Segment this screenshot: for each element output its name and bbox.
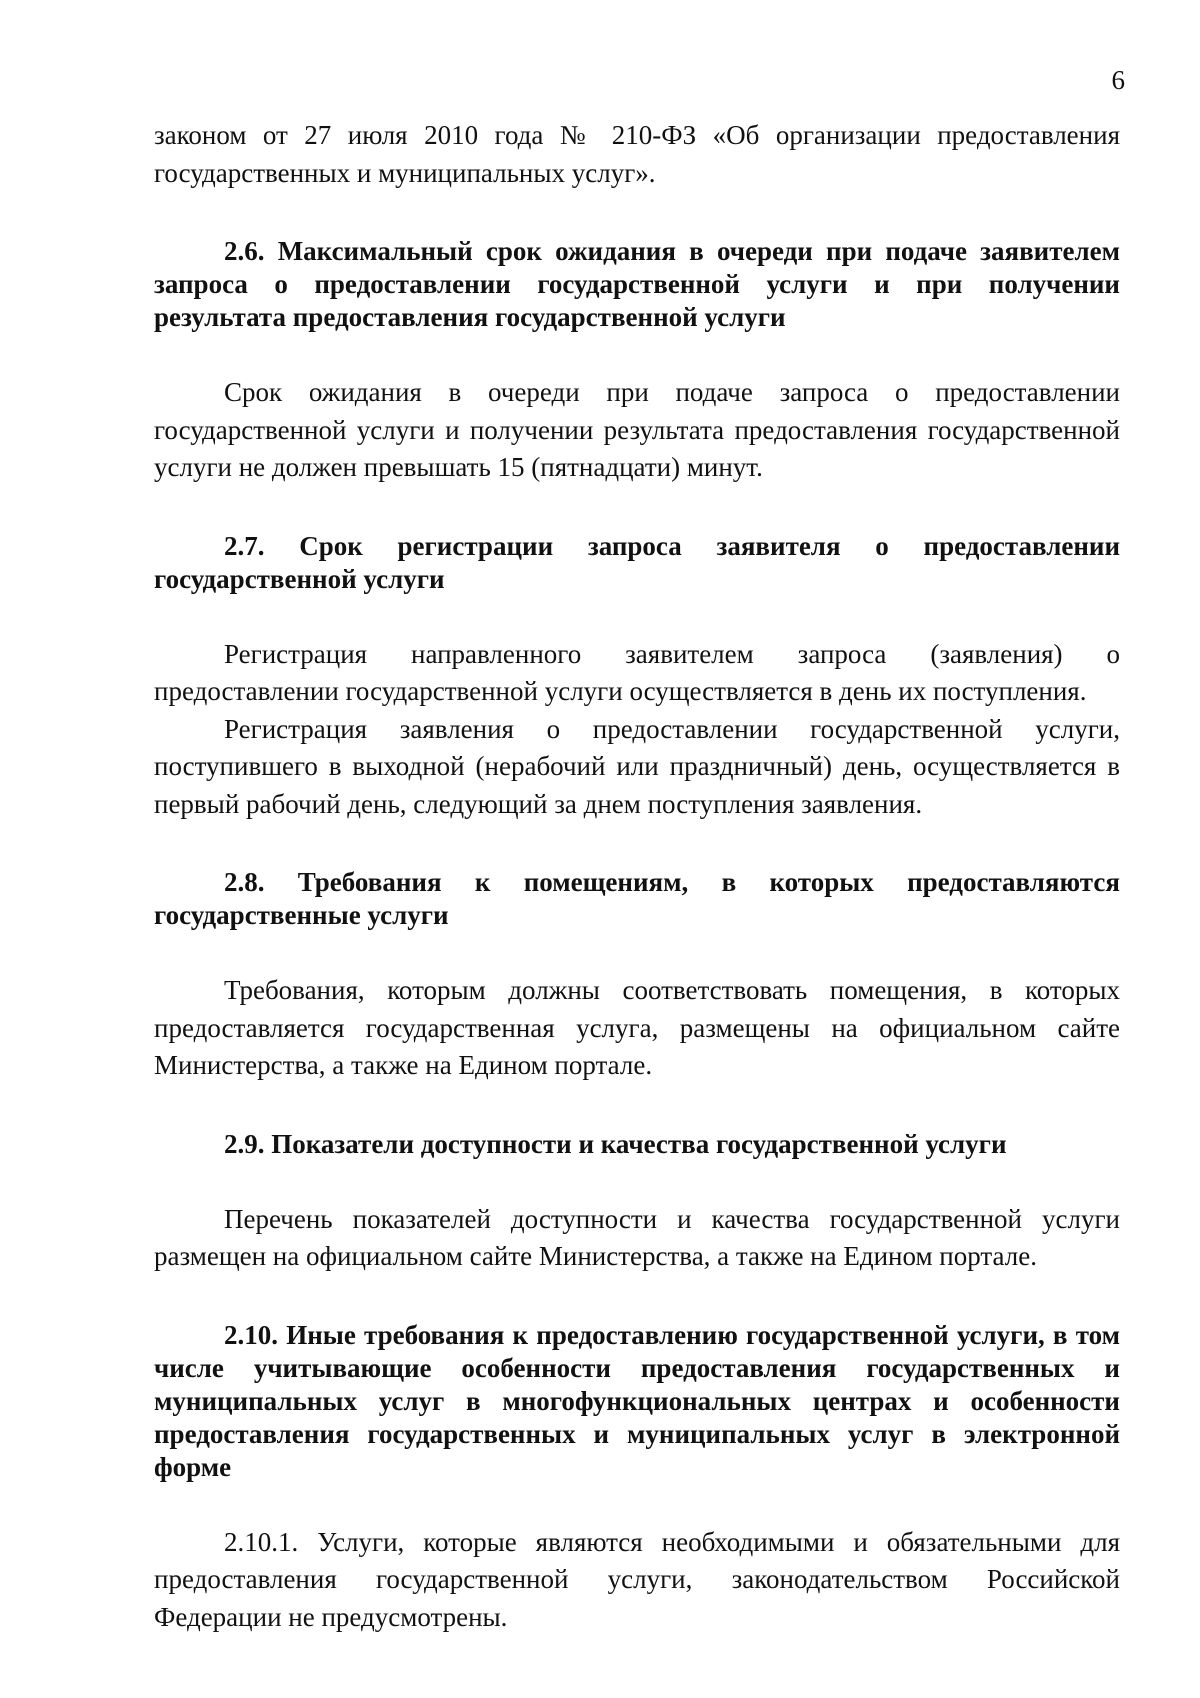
intro-paragraph: законом от 27 июля 2010 года № 210-ФЗ «Об организации предоставления государственных и муниципальных услуг».: [154, 120, 1120, 188]
document-body: [154, 117, 1120, 1636]
section-heading-2-6: 2.6. Максимальный срок ожидания в очереди при подаче заявителем запроса о предоставлении государственной услуги и при получении результата предоставления государственной услуги: [154, 236, 1120, 332]
section-2-6-paragraph: Срок ожидания в очереди при подаче запроса о предоставлении государственной услуги и получении результата предоставления государственной услуги не должен превышать 15 (пятнадцати) минут.: [154, 377, 1120, 482]
section-2-8-paragraph: Требования, которым должны соответствовать помещения, в которых предоставляется государственная услуга, размещены на официальном сайте Министерства, а также на Едином портале.: [154, 975, 1120, 1080]
page-number: 6: [1111, 65, 1125, 95]
section-2-7-paragraph-2: Регистрация заявления о предоставлении государственной услуги, поступившего в выходной (нерабочий или праздничный) день, осуществляется в первый рабочий день, следующий за днем поступления заявления.: [154, 713, 1120, 819]
section-heading-2-9: 2.9. Показатели доступности и качества государственной услуги: [224, 1128, 1007, 1159]
section-2-7-paragraph-1: Регистрация направленного заявителем запроса (заявления) о предоставлении государственной услуги осуществляется в день их поступления.: [154, 638, 1120, 706]
section-heading-2-7: 2.7. Срок регистрации запроса заявителя о предоставлении государственной услуги: [154, 530, 1120, 594]
section-heading-2-8: 2.8. Требования к помещениям, в которых предоставляются государственные услуги: [154, 867, 1120, 930]
section-2-9-paragraph: Перечень показателей доступности и качества государственной услуги размещен на официальном сайте Министерства, а также на Едином портале.: [154, 1203, 1120, 1271]
section-2-10-paragraph: 2.10.1. Услуги, которые являются необходимыми и обязательными для предоставления государственной услуги, законодательством Российской Федерации не предусмотрены.: [154, 1526, 1120, 1632]
section-heading-2-10: 2.10. Иные требования к предоставлению государственной услуги, в том числе учитывающие особенности предоставления государственных и муниципальных услуг в многофункциональных центрах и особенности предоставления государственных и муниципальных услуг в электронной форме: [154, 1319, 1120, 1482]
